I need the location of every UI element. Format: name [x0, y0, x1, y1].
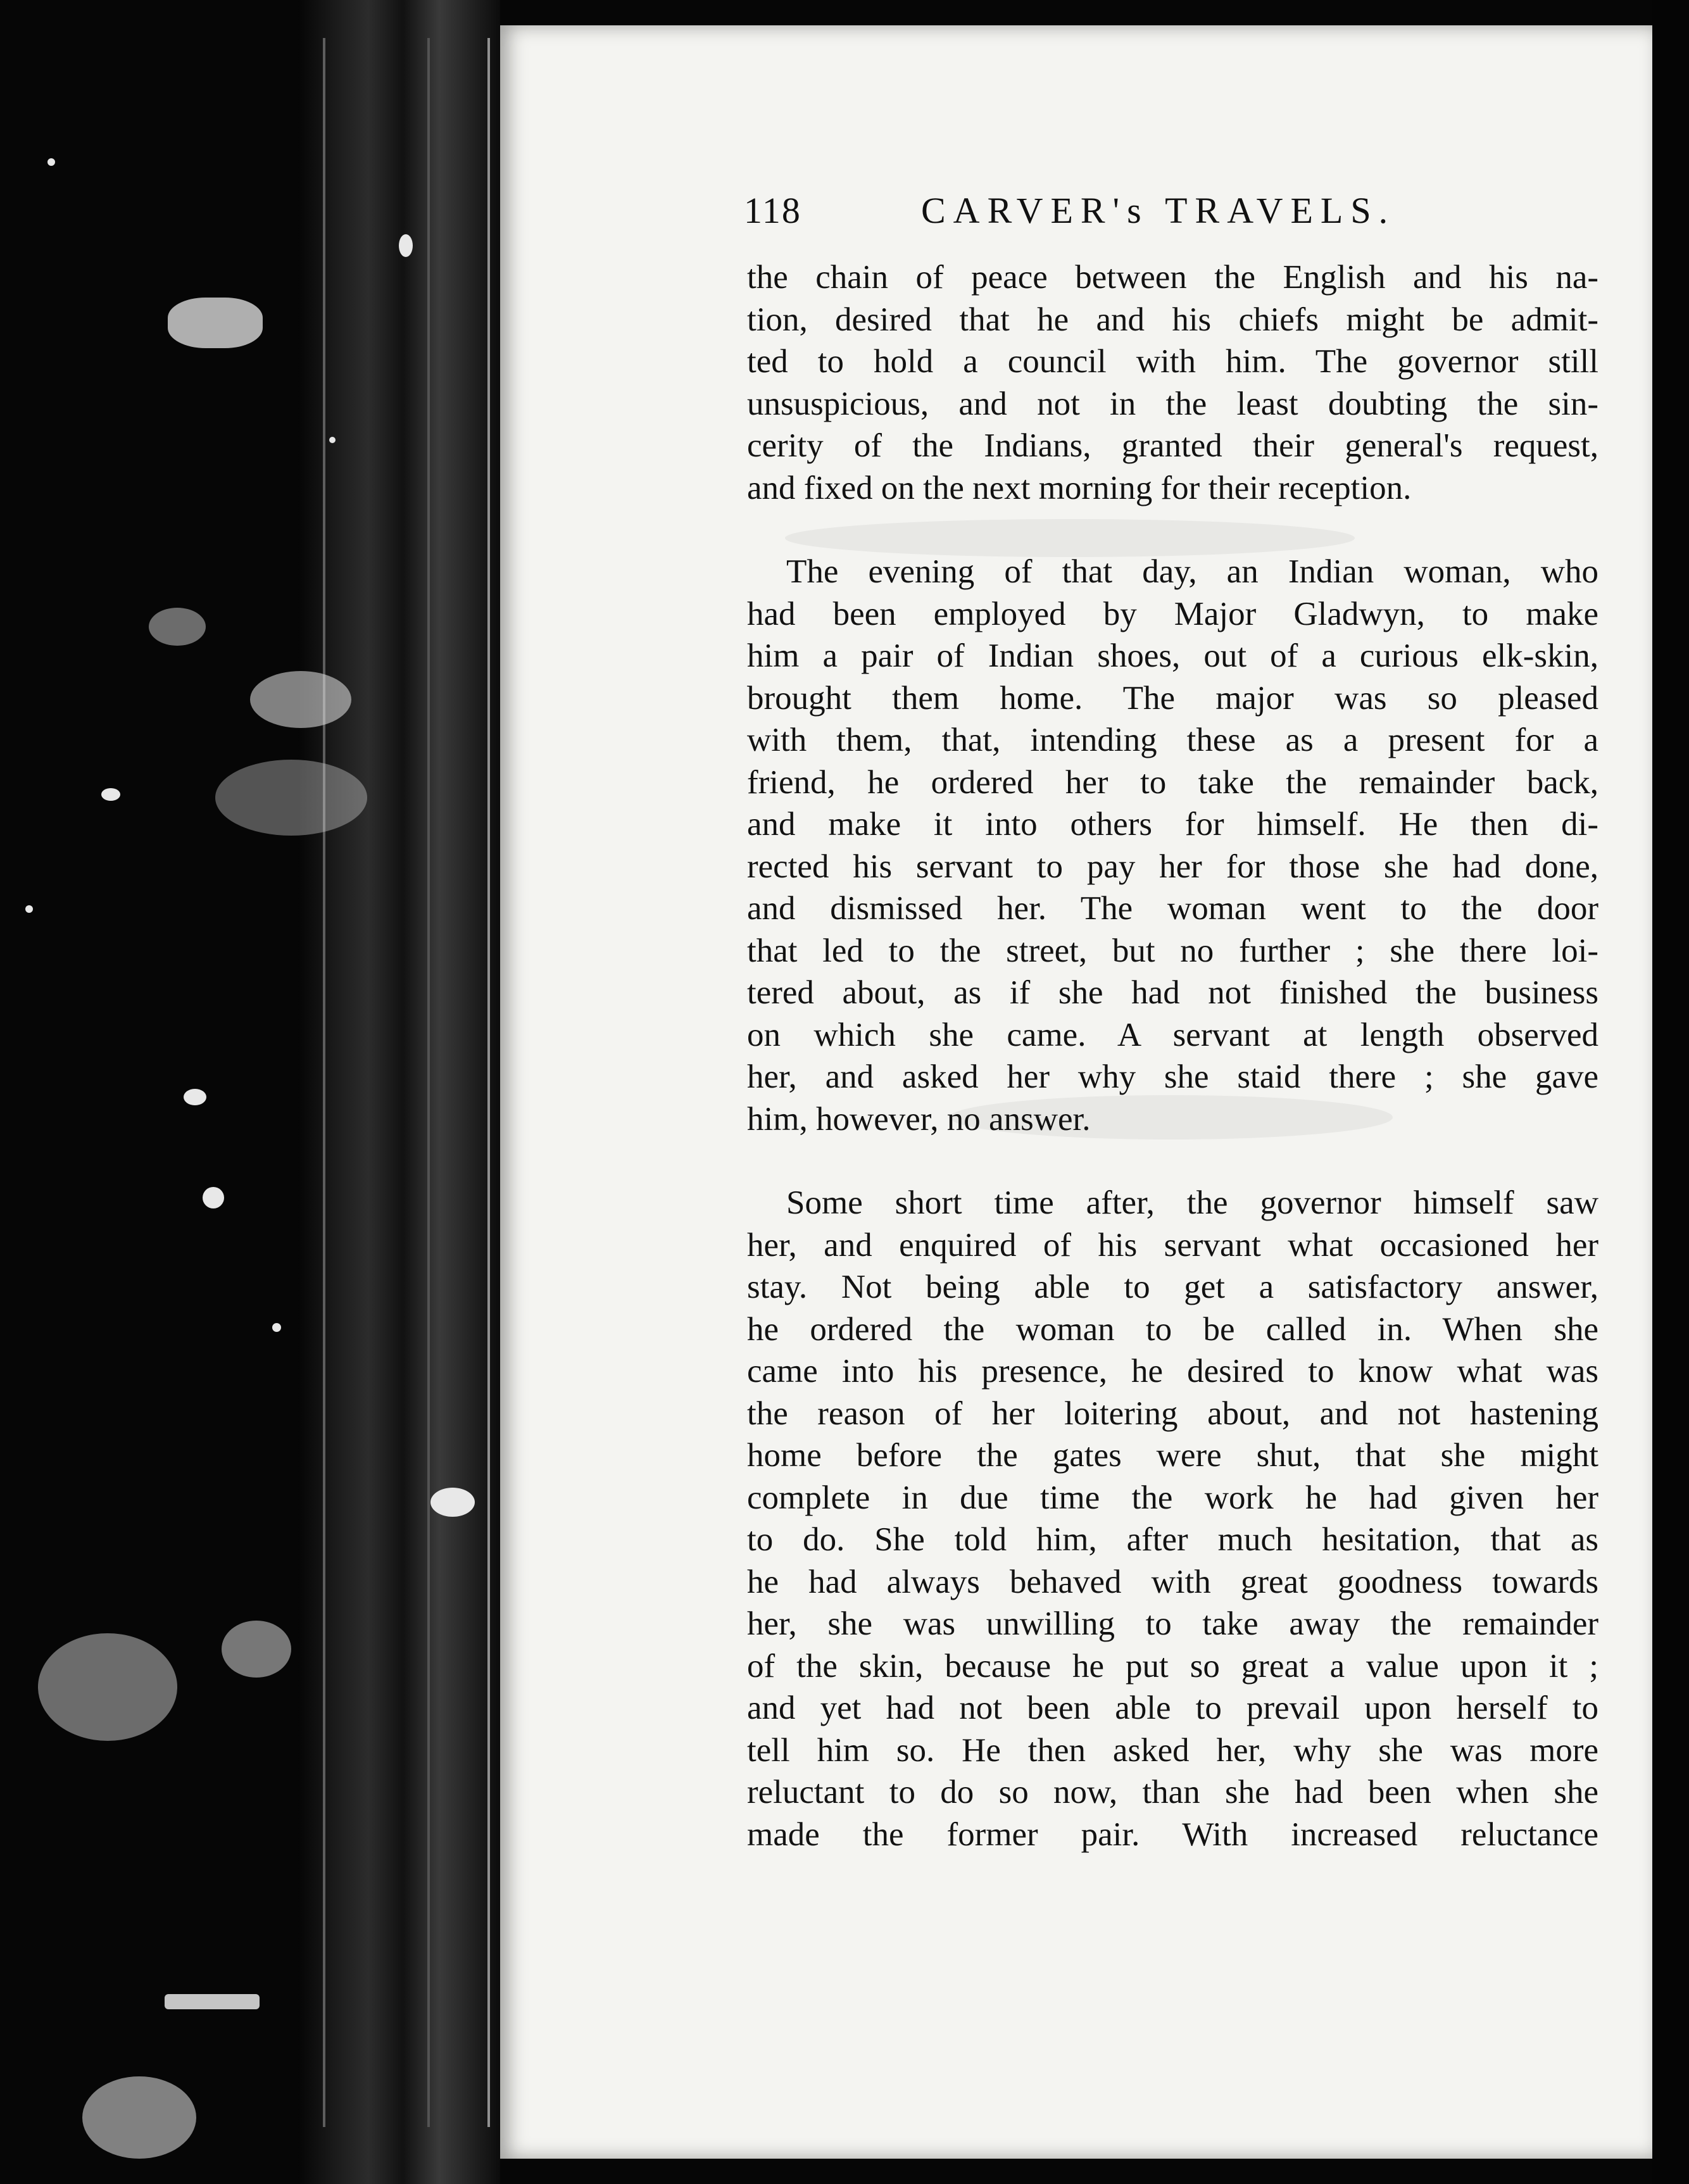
text-line: and make it into others for himself. He then di- [747, 806, 1598, 843]
text-line: her, and asked her why she staid there ; she gave [747, 1058, 1598, 1095]
scan-border [1652, 0, 1689, 2184]
text-line: tell him so. He then asked her, why she was more [747, 1731, 1598, 1769]
dust-speck [168, 298, 263, 348]
dust-speck [165, 1994, 260, 2009]
text-line: had been employed by Major Gladwyn, to make [747, 595, 1598, 632]
text-line: cerity of the Indians, granted their general's request, [747, 427, 1598, 464]
text-line: stay. Not being able to get a satisfactory answer, [747, 1269, 1598, 1305]
dust-speck [250, 671, 351, 728]
spine-edge-line [323, 38, 325, 2127]
text-line: and dismissed her. The woman went to the door [747, 890, 1598, 927]
text-line: made the former pair. With increased reluctance [747, 1816, 1598, 1853]
text-line: that led to the street, but no further ; she there loi- [747, 932, 1598, 969]
paragraph-gap [747, 1140, 1598, 1182]
text-line: reluctant to do so now, than she had been when she [747, 1774, 1598, 1811]
book-spine [298, 0, 500, 2184]
paragraph [747, 256, 1598, 509]
dust-speck [329, 437, 336, 443]
dust-speck [184, 1089, 206, 1105]
text-line: rected his servant to pay her for those she had done, [747, 848, 1598, 885]
dust-speck [38, 1633, 177, 1741]
text-line: the reason of her loitering about, and not hastening [747, 1395, 1598, 1432]
text-line: and yet had not been able to prevail upon herself to [747, 1690, 1598, 1726]
text-line: The evening of that day, an Indian woman, who [786, 553, 1598, 590]
running-head [744, 182, 1415, 239]
text-line: and fixed on the next morning for their reception. [747, 469, 1412, 506]
text-line: home before the gates were shut, that she might [747, 1437, 1598, 1474]
dust-speck [25, 905, 33, 913]
text-line: him, however, no answer. [747, 1100, 1091, 1138]
page-number: 118 [744, 190, 801, 231]
dust-speck [47, 158, 55, 166]
text-line: he ordered the woman to be called in. When she [747, 1310, 1598, 1348]
dust-speck [215, 760, 367, 836]
text-line: her, and enquired of his servant what occasioned her [747, 1226, 1598, 1264]
text-line: the chain of peace between the English and his na- [747, 259, 1598, 296]
dust-speck [101, 788, 120, 801]
dust-speck [430, 1488, 475, 1517]
paragraph [747, 1182, 1598, 1855]
body-text [747, 256, 1598, 1855]
text-line: her, she was unwilling to take away the remainder [747, 1605, 1598, 1642]
text-line: friend, he ordered her to take the remainder back, [747, 763, 1598, 801]
dust-speck [272, 1323, 281, 1332]
text-line: Some short time after, the governor himself saw [786, 1184, 1598, 1221]
dust-speck [82, 2076, 196, 2159]
dust-speck [203, 1187, 224, 1208]
text-line: of the skin, because he put so great a value upon it ; [747, 1647, 1598, 1685]
text-line: came into his presence, he desired to know what was [747, 1353, 1598, 1390]
spine-edge-line [427, 38, 430, 2127]
text-line: he had always behaved with great goodness towards [747, 1563, 1598, 1600]
text-line: ted to hold a council with him. The governor still [747, 343, 1598, 380]
spine-edge-line [487, 38, 490, 2127]
text-line: him a pair of Indian shoes, out of a curious elk-skin, [747, 637, 1598, 674]
text-line: with them, that, intending these as a present for a [747, 722, 1598, 758]
dust-speck [222, 1621, 291, 1678]
text-line: tered about, as if she had not finished the business [747, 974, 1598, 1011]
running-head-title: CARVER's TRAVELS. [921, 190, 1396, 231]
paragraph [747, 551, 1598, 1140]
text-line: brought them home. The major was so pleased [747, 679, 1598, 717]
text-line: on which she came. A servant at length observed [747, 1016, 1598, 1053]
dust-speck [399, 234, 413, 257]
dust-speck [149, 608, 206, 646]
paragraph-gap [747, 509, 1598, 551]
text-line: unsuspicious, and not in the least doubting the sin- [747, 385, 1598, 422]
text-line: complete in due time the work he had given her [747, 1479, 1598, 1516]
text-line: tion, desired that he and his chiefs might be admit- [747, 301, 1598, 338]
text-line: to do. She told him, after much hesitation, that as [747, 1521, 1598, 1558]
